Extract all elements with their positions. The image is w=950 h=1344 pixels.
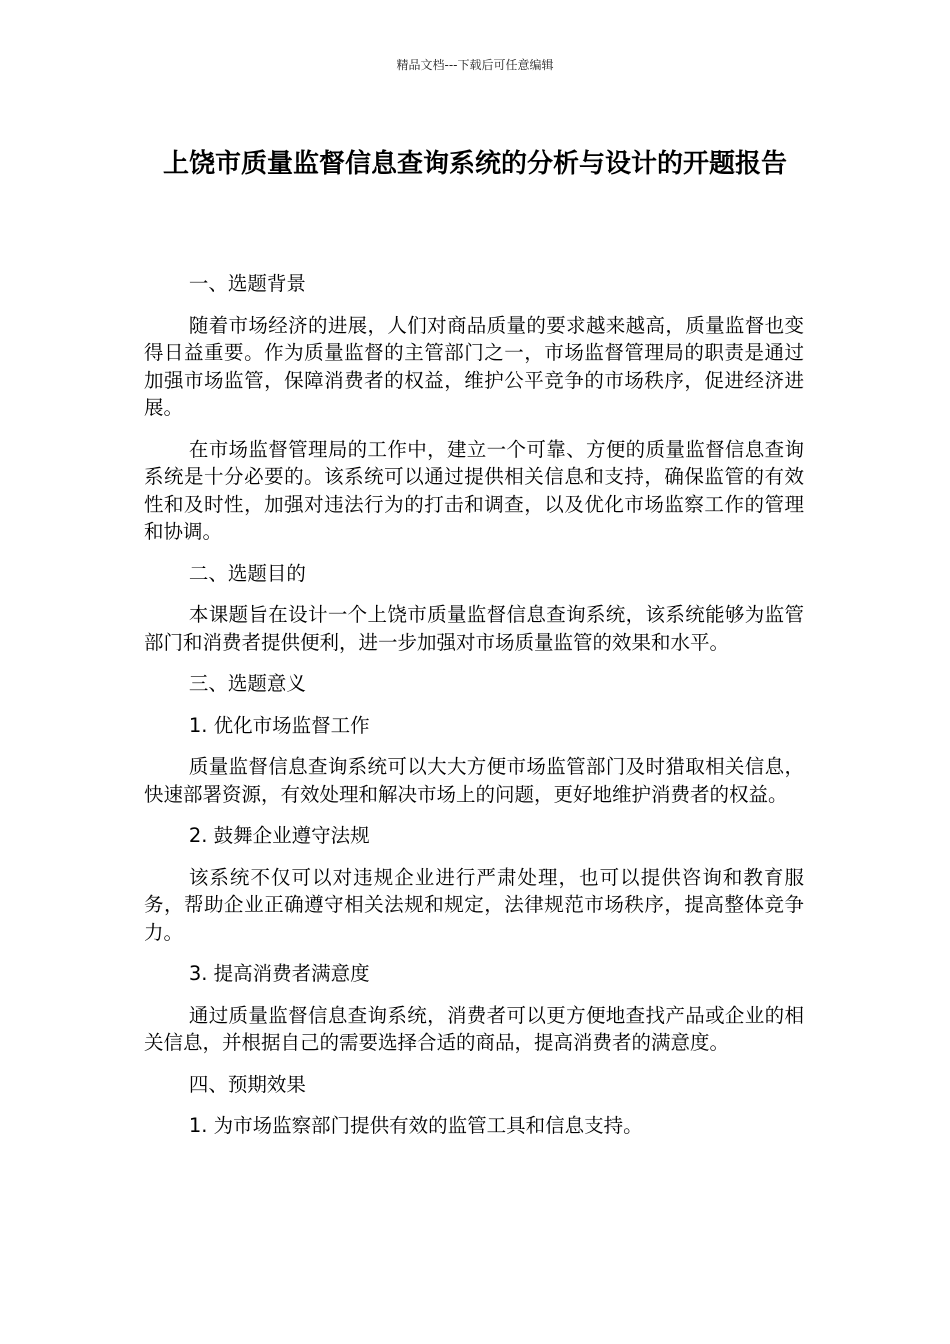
section-heading-significance: 三、选题意义 [188, 672, 306, 695]
paragraph-encourage-compliance: 该系统不仅可以对违规企业进行严肃处理，也可以提供咨询和教育服务，帮助企业正确遵守相关法规和规定，法律规范市场秩序，提高整体竞争力。 [144, 865, 804, 944]
paragraph-consumer-satisfaction: 通过质量监督信息查询系统，消费者可以更方便地查找产品或企业的相关信息，并根据自己的需要选择合适的商品，提高消费者的满意度。 [144, 1003, 804, 1054]
section-heading-background: 一、选题背景 [188, 272, 306, 295]
paragraph-background-2: 在市场监督管理局的工作中，建立一个可靠、方便的质量监督信息查询系统是十分必要的。该系统可以通过提供相关信息和支持，确保监管的有效性和及时性，加强对违法行为的打击和调查，以及优化市场监察工作的管理和协调。 [144, 437, 804, 543]
document-body [144, 270, 804, 1154]
section-heading-purpose: 二、选题目的 [188, 561, 306, 585]
header-note: 精品文档---下载后可任意编辑 [396, 58, 554, 72]
subheading-consumer-satisfaction: 3. 提高消费者满意度 [188, 962, 370, 985]
expected-effect-item-1: 1. 为市场监察部门提供有效的监管工具和信息支持。 [188, 1114, 643, 1137]
subheading-encourage-compliance: 2. 鼓舞企业遵守法规 [188, 824, 370, 847]
paragraph-purpose: 本课题旨在设计一个上饶市质量监督信息查询系统，该系统能够为监管部门和消费者提供便利，进一步加强对市场质量监管的效果和水平。 [144, 603, 804, 654]
paragraph-background-1: 随着市场经济的进展，人们对商品质量的要求越来越高，质量监督也变得日益重要。作为质量监督的主管部门之一，市场监督管理局的职责是通过加强市场监管，保障消费者的权益，维护公平竞争的市场秩序，促进经济进展。 [144, 313, 804, 419]
section-heading-expected-effects: 四、预期效果 [188, 1072, 306, 1096]
document-title: 上饶市质量监督信息查询系统的分析与设计的开题报告 [162, 149, 787, 179]
subheading-optimize-supervision: 1. 优化市场监督工作 [188, 713, 370, 737]
paragraph-optimize-supervision: 质量监督信息查询系统可以大大方便市场监管部门及时猎取相关信息，快速部署资源，有效处理和解决市场上的问题，更好地维护消费者的权益。 [144, 755, 804, 806]
